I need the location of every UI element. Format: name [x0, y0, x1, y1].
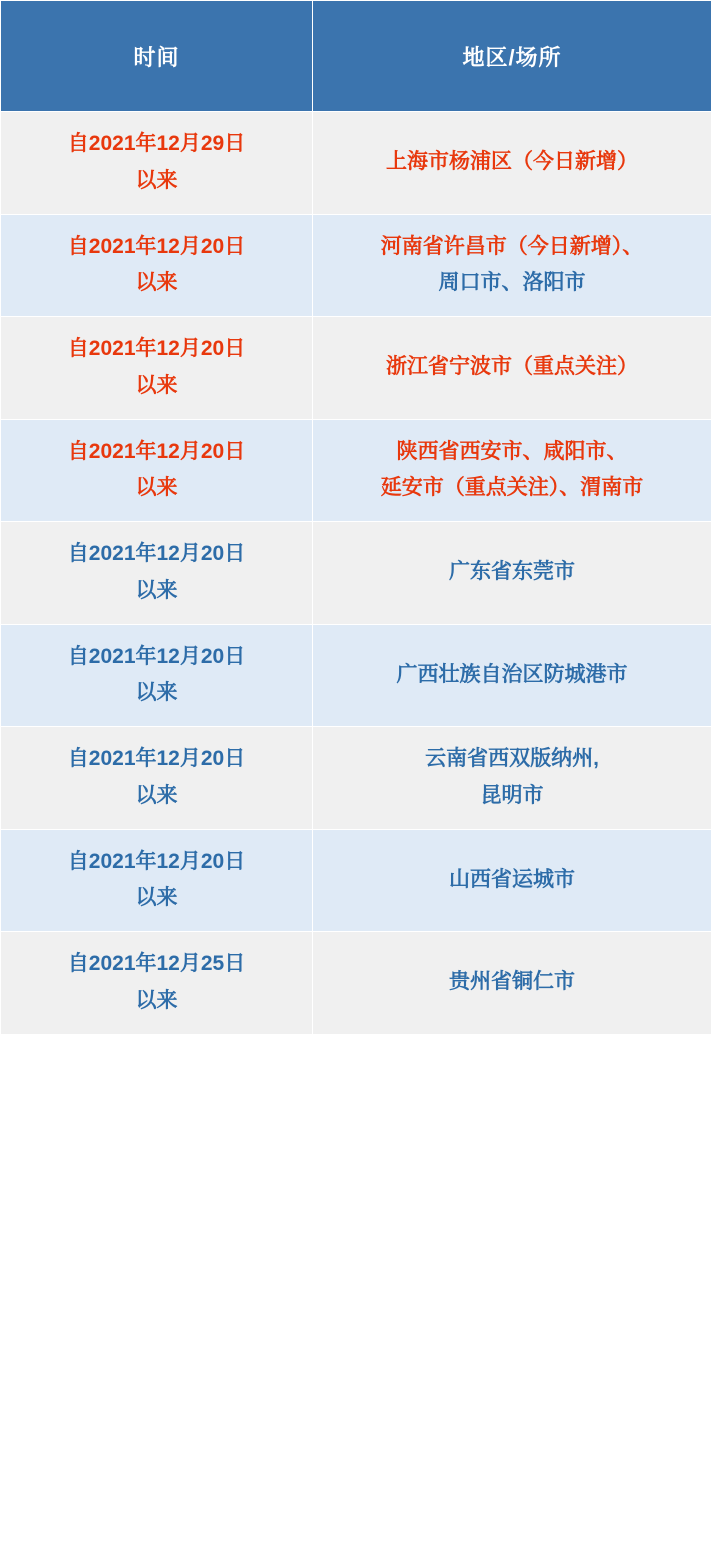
cell-time [1, 317, 313, 420]
cell-place-line: 上海市杨浦区（今日新增） [386, 150, 638, 174]
table-header [1, 1, 711, 112]
column-header-place: 地区/场所 [313, 1, 711, 112]
cell-place-line: 广西壮族自治区防城港市 [396, 662, 628, 686]
column-header-time: 时间 [1, 1, 313, 112]
cell-time-line: 自2021年12月20日 [67, 337, 246, 360]
table-row [1, 624, 711, 727]
table-row [1, 112, 711, 215]
cell-time-line: 以来 [135, 476, 178, 500]
cell-time-line: 以来 [135, 373, 178, 397]
cell-time-line: 自2021年12月20日 [67, 644, 246, 668]
table-row [1, 317, 711, 420]
cell-place-line: 昆明市 [480, 783, 544, 807]
cell-time-line: 以来 [135, 681, 178, 705]
cell-time [1, 727, 313, 830]
cell-place-line: 延安市（重点关注）、渭南市 [380, 476, 644, 500]
cell-place-line: 河南省许昌市（今日新增）、 [380, 234, 644, 258]
cell-time-line: 以来 [135, 168, 178, 192]
cell-time [1, 624, 313, 727]
cell-time [1, 214, 313, 317]
cell-time [1, 419, 313, 522]
cell-place-line: 周口市、洛阳市 [438, 271, 586, 295]
cell-time-line: 自2021年12月29日 [67, 132, 246, 155]
cell-time [1, 932, 313, 1035]
cell-time-line: 以来 [135, 783, 178, 807]
cell-place [313, 522, 711, 625]
cell-time-line: 自2021年12月20日 [67, 234, 246, 258]
cell-time [1, 112, 313, 215]
table-row [1, 932, 711, 1035]
cell-place-line: 云南省西双版纳州, [425, 747, 599, 770]
cell-time-line: 以来 [135, 578, 178, 602]
cell-place [313, 727, 711, 830]
cell-time-line: 以来 [135, 988, 178, 1012]
cell-place [313, 214, 711, 317]
cell-place [313, 829, 711, 932]
table-row [1, 727, 711, 830]
cell-place-line: 贵州省铜仁市 [449, 970, 575, 994]
cell-place [313, 932, 711, 1035]
table-row [1, 214, 711, 317]
cell-time-line: 自2021年12月20日 [67, 439, 246, 463]
cell-place-line: 山西省运城市 [449, 867, 575, 891]
table-body [1, 112, 711, 1035]
cell-place [313, 419, 711, 522]
cell-time-line: 自2021年12月20日 [67, 747, 246, 770]
cell-place-line: 陕西省西安市、咸阳市、 [396, 439, 628, 463]
cell-place-line: 浙江省宁波市（重点关注） [386, 355, 638, 379]
cell-place-line: 广东省东莞市 [449, 560, 575, 584]
cell-place [313, 317, 711, 420]
cell-time-line: 自2021年12月25日 [67, 952, 246, 975]
cell-time [1, 829, 313, 932]
cell-place [313, 624, 711, 727]
cell-place [313, 112, 711, 215]
cell-time-line: 以来 [135, 886, 178, 910]
table-row [1, 829, 711, 932]
cell-time-line: 自2021年12月20日 [67, 542, 246, 565]
table-header-row [1, 1, 711, 112]
table-row [1, 522, 711, 625]
cell-time [1, 522, 313, 625]
cell-time-line: 自2021年12月20日 [67, 849, 246, 873]
table-row [1, 419, 711, 522]
cell-time-line: 以来 [135, 271, 178, 295]
